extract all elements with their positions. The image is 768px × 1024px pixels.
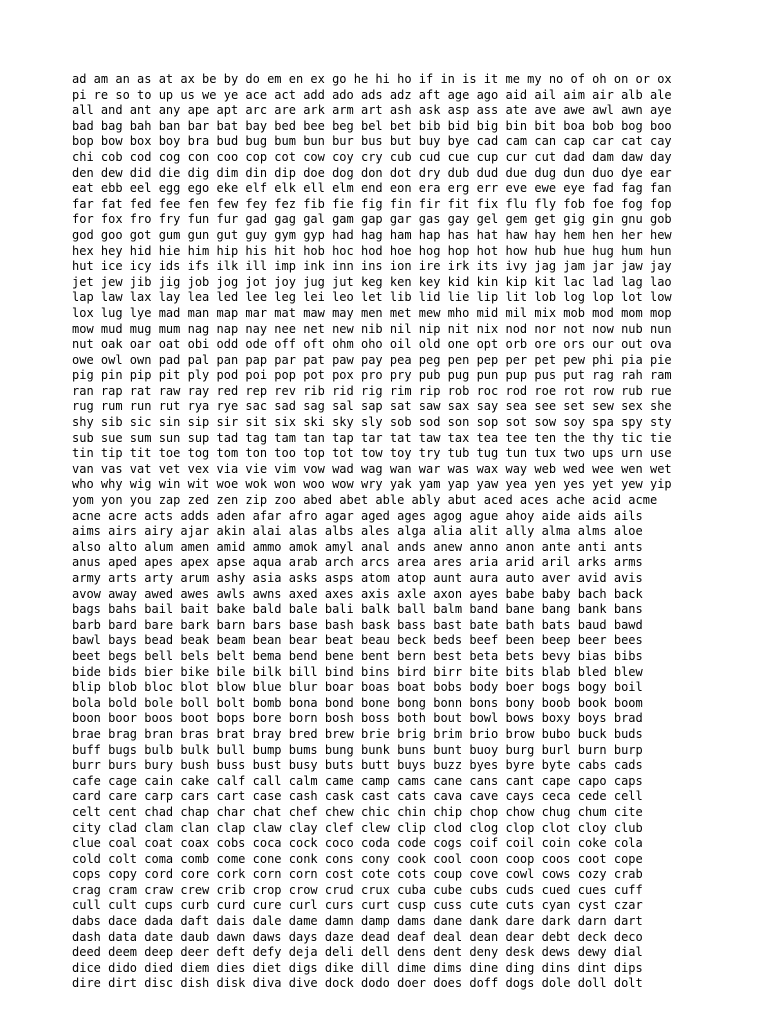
word-line: dire dirt disc dish disk diva dive dock dodo doer does doff dogs dole doll dolt (72, 976, 643, 991)
word-line: bad bag bah ban bar bat bay bed bee beg bel bet bib bid big bin bit boa bob bog boo (72, 118, 672, 133)
word-line: aims airs airy ajar akin alai alas albs ales alga alia alit ally alma alms aloe (72, 524, 643, 539)
word-line: rug rum run rut rya rye sac sad sag sal sap sat saw sax say sea see set sew sex she (72, 399, 672, 414)
word-line: bide bids bier bike bile bilk bill bind bins bird birr bite bits blab bled blew (72, 664, 643, 679)
word-line: lox lug lye mad man map mar mat maw may men met mew mho mid mil mix mob mod mom mop (72, 305, 672, 320)
word-line: burr burs bury bush buss bust busy buts butt buys buzz byes byre byte cabs cads (72, 758, 643, 773)
word-line: far fat fed fee fen few fey fez fib fie fig fin fir fit fix flu fly fob foe fog fop (72, 196, 672, 211)
word-line: blip blob bloc blot blow blue blur boar boas boat bobs body boer bogs bogy boil (72, 680, 643, 695)
word-line: cold colt coma comb come cone conk cons cony cook cool coon coop coos coot cope (72, 851, 643, 866)
word-line: cull cult cups curb curd cure curl curs curt cusp cuss cute cuts cyan cyst czar (72, 898, 643, 913)
word-line: buff bugs bulb bulk bull bump bums bung bunk buns bunt buoy burg burl burn burp (72, 742, 643, 757)
word-line: clue coal coat coax cobs coca cock coco coda code cogs coif coil coin coke cola (72, 836, 643, 851)
word-line: bola bold bole boll bolt bomb bona bond bone bong bonn bons bony boob book boom (72, 695, 643, 710)
word-line: beet begs bell bels belt bema bend bene bent bern best beta bets bevy bias bibs (72, 648, 643, 663)
word-line: crag cram craw crew crib crop crow crud crux cuba cube cubs cuds cued cues cuff (72, 882, 643, 897)
word-line: city clad clam clan clap claw clay clef clew clip clod clog clop clot cloy club (72, 820, 643, 835)
word-line: hex hey hid hie him hip his hit hob hoc hod hoe hog hop hot how hub hue hug hum hun (72, 243, 672, 258)
word-line: den dew did die dig dim din dip doe dog don dot dry dub dud due dug dun duo dye ear (72, 165, 672, 180)
word-line: dice dido died diem dies diet digs dike dill dime dims dine ding dins dint dips (72, 960, 643, 975)
word-line: ad am an as at ax be by do em en ex go he hi ho if in is it me my no of oh on or ox (72, 72, 672, 86)
word-line: mow mud mug mum nag nap nay nee net new nib nil nip nit nix nod nor not now nub nun (72, 321, 672, 336)
word-line: cops copy cord core cork corn corn cost cote cots coup cove cowl cows cozy crab (72, 867, 643, 882)
word-line: hut ice icy ids ifs ilk ill imp ink inn ins ion ire irk its ivy jag jam jar jaw jay (72, 259, 672, 274)
word-line: all and ant any ape apt arc are ark arm art ash ask asp ass ate ave awe awl awn aye (72, 103, 672, 118)
word-line: shy sib sic sin sip sir sit six ski sky sly sob sod son sop sot sow soy spa spy sty (72, 415, 672, 430)
word-line: dabs dace dada daft dais dale dame damn damp dams dane dank dare dark darn dart (72, 914, 643, 929)
word-list (72, 72, 672, 992)
word-line: ran rap rat raw ray red rep rev rib rid rig rim rip rob roc rod roe rot row rub rue (72, 383, 672, 398)
word-line: tin tip tit toe tog tom ton too top tot tow toy try tub tug tun tux two ups urn use (72, 446, 672, 461)
word-line: sub sue sum sun sup tad tag tam tan tap tar tat taw tax tea tee ten the thy tic tie (72, 430, 672, 445)
word-line: pi re so to up us we ye ace act add ado ads adz aft age ago aid ail aim air alb ale (72, 87, 672, 102)
word-line: god goo got gum gun gut guy gym gyp had hag ham hap has hat haw hay hem hen her hew (72, 227, 672, 242)
word-line: army arts arty arum ashy asia asks asps atom atop aunt aura auto aver avid avis (72, 571, 643, 585)
word-line: acne acre acts adds aden afar afro agar aged ages agog ague ahoy aide aids ails (72, 508, 643, 523)
word-line: brae brag bran bras brat bray bred brew brie brig brim brio brow bubo buck buds (72, 726, 643, 741)
word-line: avow away awed awes awls awns axed axes axis axle axon ayes babe baby bach back (72, 586, 643, 601)
word-line: dash data date daub dawn daws days daze dead deaf deal dean dear debt deck deco (72, 929, 643, 944)
word-line: chi cob cod cog con coo cop cot cow coy cry cub cud cue cup cur cut dad dam daw day (72, 149, 672, 164)
word-line: yom yon you zap zed zen zip zoo abed abet able ably abut aced aces ache acid acme (72, 493, 658, 508)
word-line: also alto alum amen amid ammo amok amyl anal ands anew anno anon ante anti ants (72, 539, 643, 554)
word-line: jet jew jib jig job jog jot joy jug jut keg ken key kid kin kip kit lac lad lag lao (72, 274, 672, 289)
word-line: eat ebb eel egg ego eke elf elk ell elm end eon era erg err eve ewe eye fad fag fan (72, 181, 672, 196)
word-line: who why wig win wit woe wok won woo wow wry yak yam yap yaw yea yen yes yet yew yip (72, 477, 672, 492)
word-line: anus aped apes apex apse aqua arab arch arcs area ares aria arid aril arks arms (72, 555, 643, 570)
word-line: card care carp cars cart case cash cask cast cats cava cave cays ceca cede cell (72, 789, 643, 804)
word-line: pig pin pip pit ply pod poi pop pot pox pro pry pub pug pun pup pus put rag rah ram (72, 368, 672, 383)
word-line: celt cent chad chap char chat chef chew chic chin chip chop chow chug chum cite (72, 804, 643, 819)
word-line: bop bow box boy bra bud bug bum bun bur bus but buy bye cad cam can cap car cat cay (72, 134, 672, 149)
word-line: lap law lax lay lea led lee leg lei leo let lib lid lie lip lit lob log lop lot low (72, 290, 672, 305)
word-line: for fox fro fry fun fur gad gag gal gam gap gar gas gay gel gem get gig gin gnu gob (72, 212, 672, 227)
word-line: deed deem deep deer deft defy deja deli dell dens dent deny desk dews dewy dial (72, 945, 643, 960)
word-line: barb bard bare bark barn bars base bash bask bass bast bate bath bats baud bawd (72, 617, 643, 632)
word-line: van vas vat vet vex via vie vim vow wad wag wan war was wax way web wed wee wen wet (72, 461, 672, 476)
word-line: bawl bays bead beak beam bean bear beat beau beck beds beef been beep beer bees (72, 633, 643, 648)
word-line: owe owl own pad pal pan pap par pat paw pay pea peg pen pep per pet pew phi pia pie (72, 352, 672, 367)
word-line: nut oak oar oat obi odd ode off oft ohm oho oil old one opt orb ore ors our out ova (72, 337, 672, 352)
word-line: boon boor boos boot bops bore born bosh boss both bout bowl bows boxy boys brad (72, 711, 643, 726)
word-line: bags bahs bail bait bake bald bale bali balk ball balm band bane bang bank bans (72, 602, 643, 617)
word-line: cafe cage cain cake calf call calm came camp cams cane cans cant cape capo caps (72, 773, 643, 788)
